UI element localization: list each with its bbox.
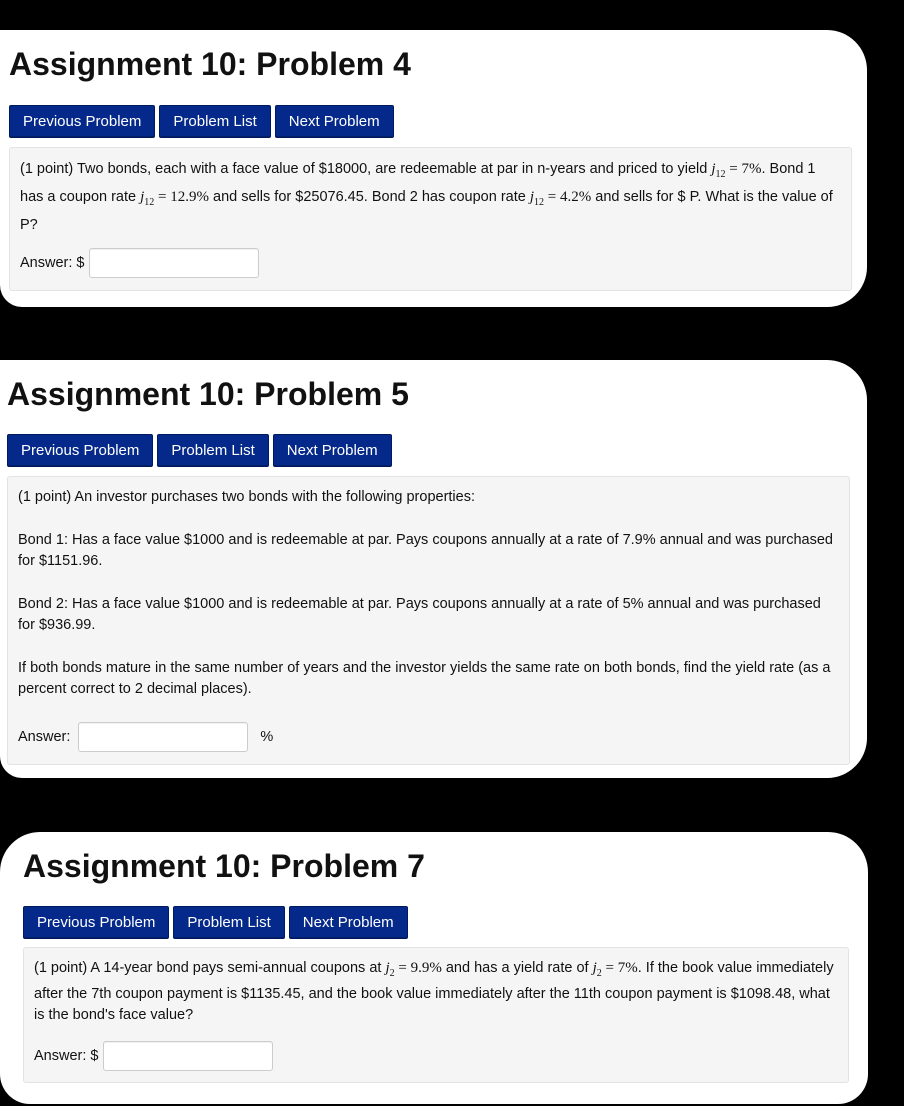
problem-text: (1 point) A 14-year bond pays semi-annual coupons at $j_2 = 9.9\%$ and has a yield rate of $j_2 = 7\%$. If the book value immediately after the 7th coupon payment is $1135.45, and the book value immediately after the 11th coupon payment is $1098.48, what is the bond's face value? — [34, 960, 834, 1023]
previous-problem-button[interactable]: Previous Problem — [23, 906, 169, 939]
problem-text: (1 point) An investor purchases two bonds with the following properties: — [18, 489, 475, 505]
answer-input[interactable] — [78, 722, 248, 752]
answer-row — [18, 722, 273, 752]
coupon-rate-formula: $j_2 = 9.9\%$ — [385, 960, 442, 979]
bond-1-text: Bond 1: Has a face value $1000 and is redeemable at par. Pays coupons annually at a rate of 7.9% annual and was purchased for $1151.96. — [18, 531, 833, 569]
problem-4-card — [0, 30, 867, 307]
answer-row — [34, 1041, 273, 1071]
yield-rate-formula: $j_2 = 7\%$ — [592, 960, 638, 979]
problem-text: (1 point) Two bonds, each with a face value of $18000, are redeemable at par in n-years and priced to yield $j_{12} = 7\%$. Bond 1 has a coupon rate $j_{12} = 12.9\%$ and sells for $25076.45. Bond 2 has coupon rate $j_{12} = 4.2\%$ and sells for $ P. What is the value of P? — [20, 161, 833, 233]
problem-list-button[interactable]: Problem List — [173, 906, 284, 939]
page-title: Assignment 10: Problem 7 — [23, 848, 425, 884]
page-title: Assignment 10: Problem 5 — [7, 376, 409, 412]
problem-list-button[interactable]: Problem List — [159, 105, 270, 138]
answer-input[interactable] — [89, 248, 259, 278]
next-problem-button[interactable]: Next Problem — [273, 434, 392, 467]
question-text: If both bonds mature in the same number of years and the investor yields the same rate on both bonds, find the yield rate (as a percent correct to 2 decimal places). — [18, 659, 831, 697]
bond-2-text: Bond 2: Has a face value $1000 and is redeemable at par. Pays coupons annually at a rate of 5% annual and was purchased for $936.99. — [18, 595, 821, 633]
bond1-coupon-formula: $j_{12} = 12.9\%$ — [140, 189, 210, 208]
problem-5-card — [0, 360, 867, 778]
percent-unit: % — [260, 729, 274, 745]
problem-7-card — [0, 832, 868, 1104]
previous-problem-button[interactable]: Previous Problem — [7, 434, 153, 467]
previous-problem-button[interactable]: Previous Problem — [9, 105, 155, 138]
problem-nav — [23, 906, 408, 939]
yield-rate-formula: $j_{12} = 7\%$ — [711, 161, 762, 180]
answer-label: Answer: $ — [20, 255, 85, 271]
answer-input[interactable] — [103, 1041, 273, 1071]
problem-nav — [7, 434, 392, 467]
answer-label: Answer: — [18, 729, 71, 745]
next-problem-button[interactable]: Next Problem — [275, 105, 394, 138]
bond2-coupon-formula: $j_{12} = 4.2\%$ — [529, 189, 592, 208]
problem-nav — [9, 105, 394, 138]
next-problem-button[interactable]: Next Problem — [289, 906, 408, 939]
problem-list-button[interactable]: Problem List — [157, 434, 268, 467]
answer-label: Answer: $ — [34, 1048, 99, 1064]
answer-row — [20, 248, 259, 278]
page-title: Assignment 10: Problem 4 — [9, 46, 411, 82]
